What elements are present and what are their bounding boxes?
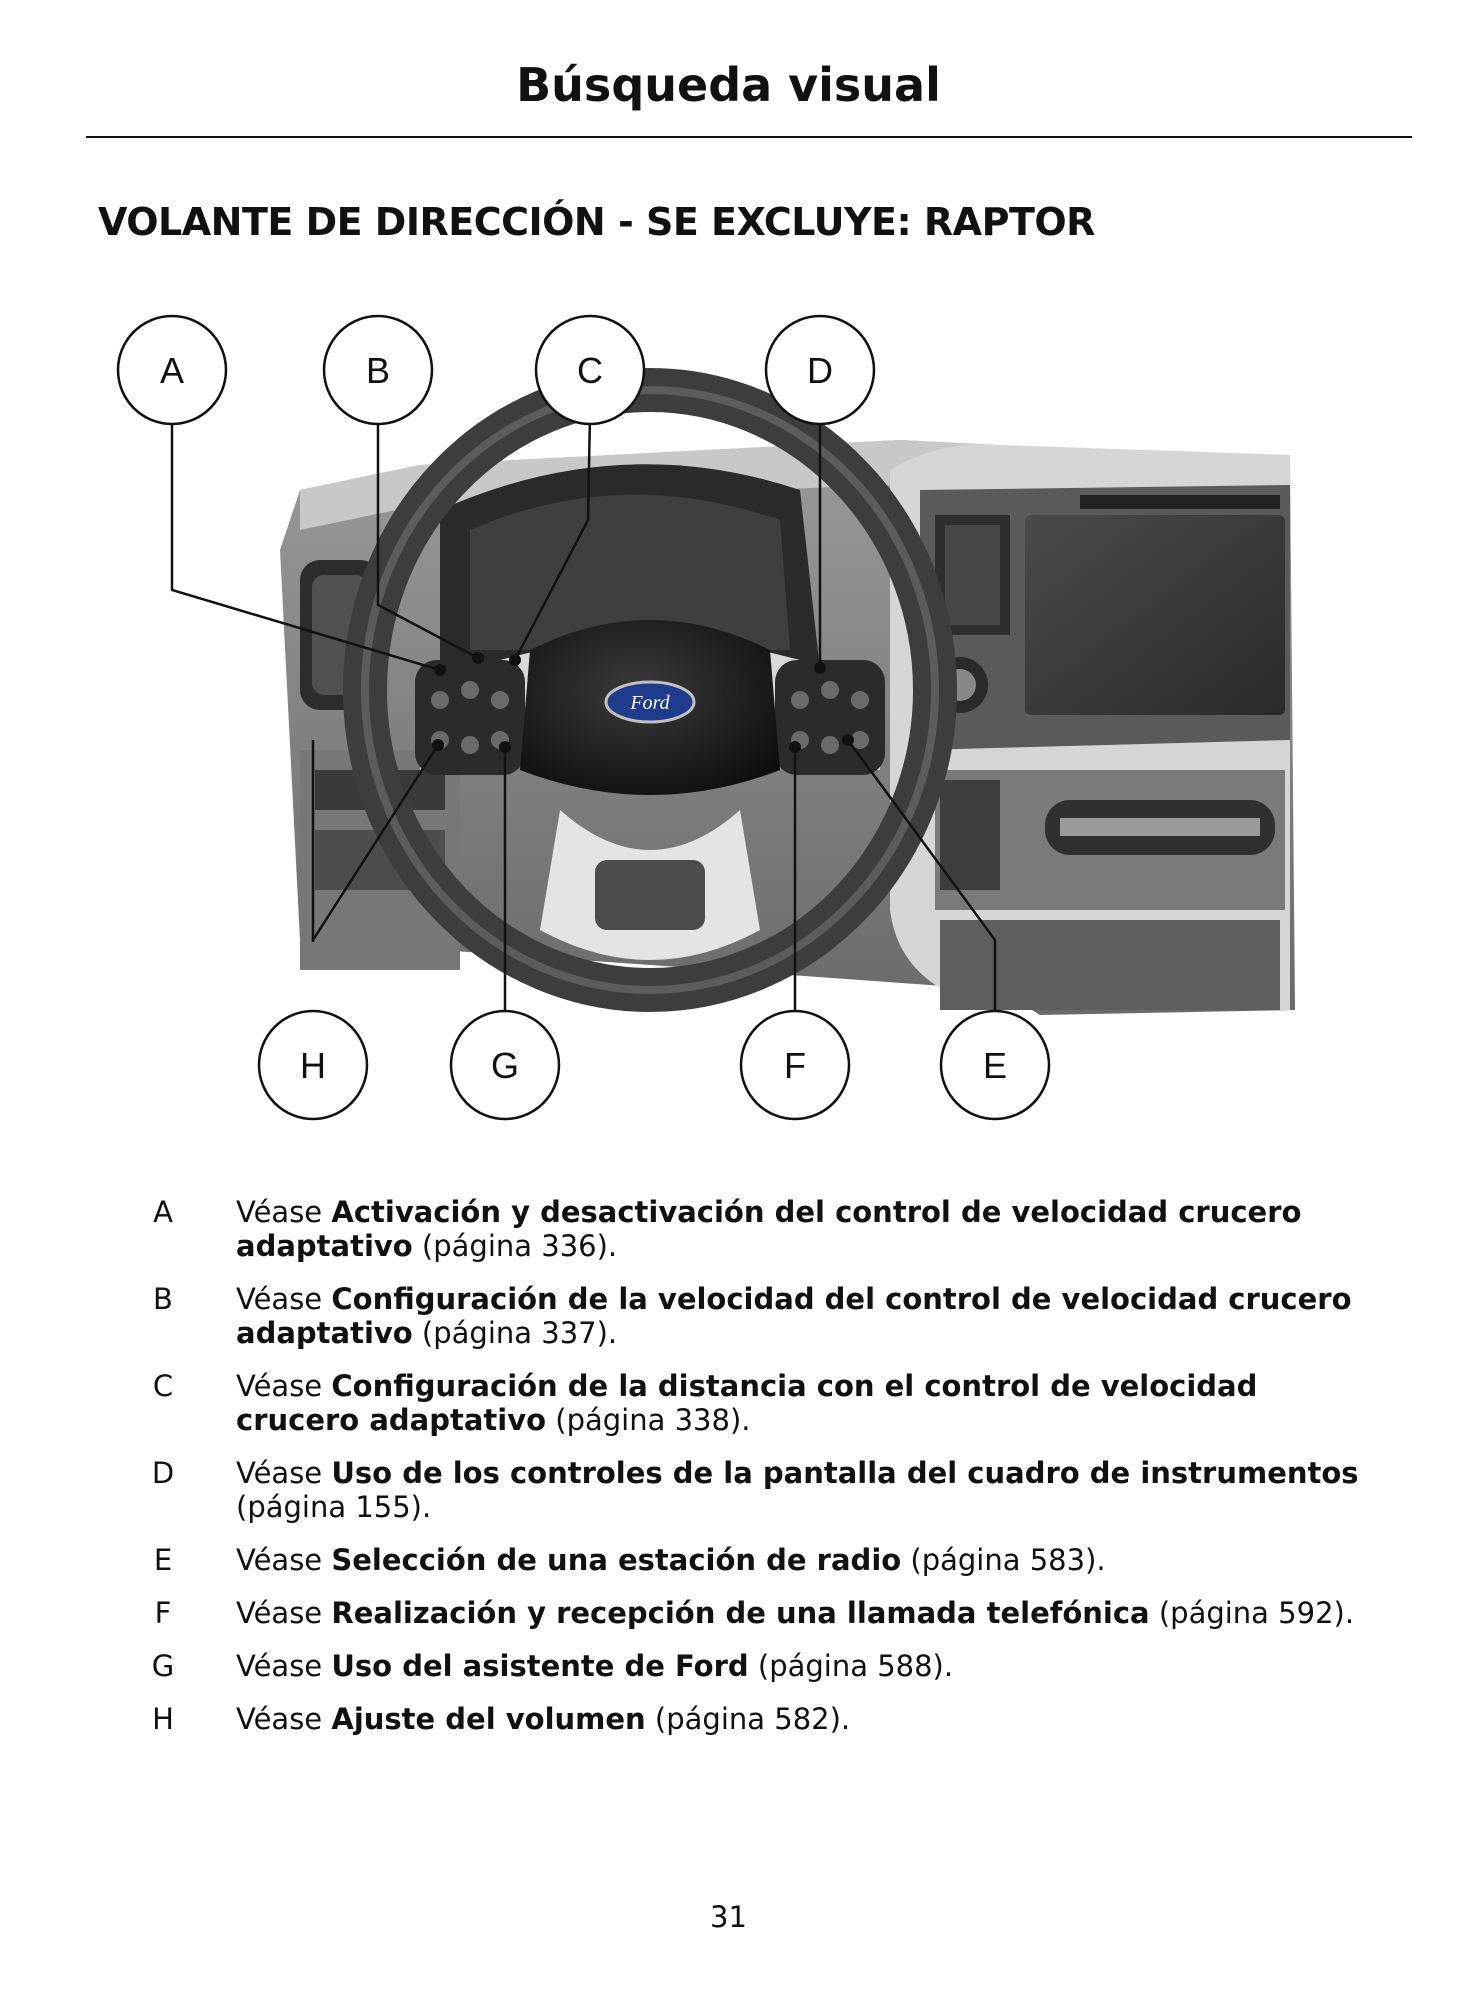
legend-topic: Selección de una estación de radio — [331, 1543, 902, 1577]
callout-f — [741, 1011, 849, 1119]
legend-key: D — [151, 1456, 175, 1490]
callout-f-label: F — [784, 1045, 806, 1086]
legend-page-ref: (página 588). — [748, 1649, 954, 1683]
legend-key: E — [153, 1543, 173, 1577]
legend-item-g — [0, 1649, 1457, 1683]
legend-key: A — [153, 1195, 173, 1229]
legend-prefix: Véase — [236, 1282, 332, 1316]
callout-b — [324, 316, 432, 424]
page-header-title: Búsqueda visual — [516, 58, 941, 112]
callout-g-label: G — [490, 1045, 520, 1086]
legend-key: H — [152, 1702, 174, 1736]
callout-legend — [0, 1195, 1457, 1755]
callout-e-label: E — [982, 1045, 1008, 1086]
callout-h — [259, 1011, 367, 1119]
callout-a — [118, 316, 226, 424]
legend-topic: Configuración de la distancia con el control de velocidad crucero adaptativo — [236, 1369, 1258, 1437]
legend-page-ref: (página 583). — [901, 1543, 1106, 1577]
legend-topic: Ajuste del volumen — [331, 1702, 646, 1736]
legend-item-c — [0, 1369, 1457, 1437]
legend-item-h — [0, 1702, 1457, 1736]
legend-topic: Activación y desactivación del control de velocidad crucero adaptativo — [236, 1195, 1302, 1263]
legend-page-ref: (página 582). — [645, 1702, 851, 1736]
ford-logo-text: Ford — [630, 692, 670, 714]
legend-prefix: Véase — [236, 1456, 332, 1490]
legend-prefix: Véase — [236, 1195, 332, 1229]
legend-key: C — [152, 1369, 174, 1403]
legend-item-d — [0, 1456, 1457, 1524]
callout-e — [941, 1011, 1049, 1119]
legend-page-ref: (página 336). — [412, 1229, 618, 1263]
steering-wheel-illustration — [0, 290, 1457, 1130]
legend-page-ref: (página 155). — [236, 1490, 432, 1524]
legend-topic: Uso de los controles de la pantalla del cuadro de instrumentos — [331, 1456, 1359, 1490]
legend-topic: Realización y recepción de una llamada telefónica — [331, 1596, 1150, 1630]
legend-prefix: Véase — [236, 1543, 332, 1577]
legend-item-f — [0, 1596, 1457, 1630]
header-rule — [86, 136, 1412, 138]
legend-page-ref: (página 337). — [412, 1316, 618, 1350]
legend-item-b — [0, 1282, 1457, 1350]
legend-item-a — [0, 1195, 1457, 1263]
legend-key: B — [153, 1282, 173, 1316]
callout-c — [536, 316, 644, 424]
legend-prefix: Véase — [236, 1649, 332, 1683]
legend-page-ref: (página 592). — [1149, 1596, 1355, 1630]
legend-prefix: Véase — [236, 1596, 332, 1630]
callout-d — [766, 316, 874, 424]
callout-g — [451, 1011, 559, 1119]
legend-topic: Configuración de la velocidad del control de velocidad crucero adaptativo — [236, 1282, 1352, 1350]
callout-a-label: A — [159, 350, 185, 391]
legend-prefix: Véase — [236, 1702, 332, 1736]
legend-page-ref: (página 338). — [546, 1403, 751, 1437]
callout-h-label: H — [300, 1045, 326, 1086]
callout-b-label: B — [365, 350, 391, 391]
callout-c-label: C — [577, 350, 603, 391]
steering-wheel-figure — [0, 290, 1457, 1130]
legend-item-e — [0, 1543, 1457, 1577]
legend-prefix: Véase — [236, 1369, 332, 1403]
callout-d-label: D — [807, 350, 833, 391]
legend-topic: Uso del asistente de Ford — [331, 1649, 749, 1683]
legend-key: F — [154, 1596, 172, 1630]
section-heading: VOLANTE DE DIRECCIÓN - SE EXCLUYE: RAPTOR — [98, 200, 1095, 244]
legend-key: G — [151, 1649, 175, 1683]
page-number: 31 — [710, 1900, 747, 1934]
